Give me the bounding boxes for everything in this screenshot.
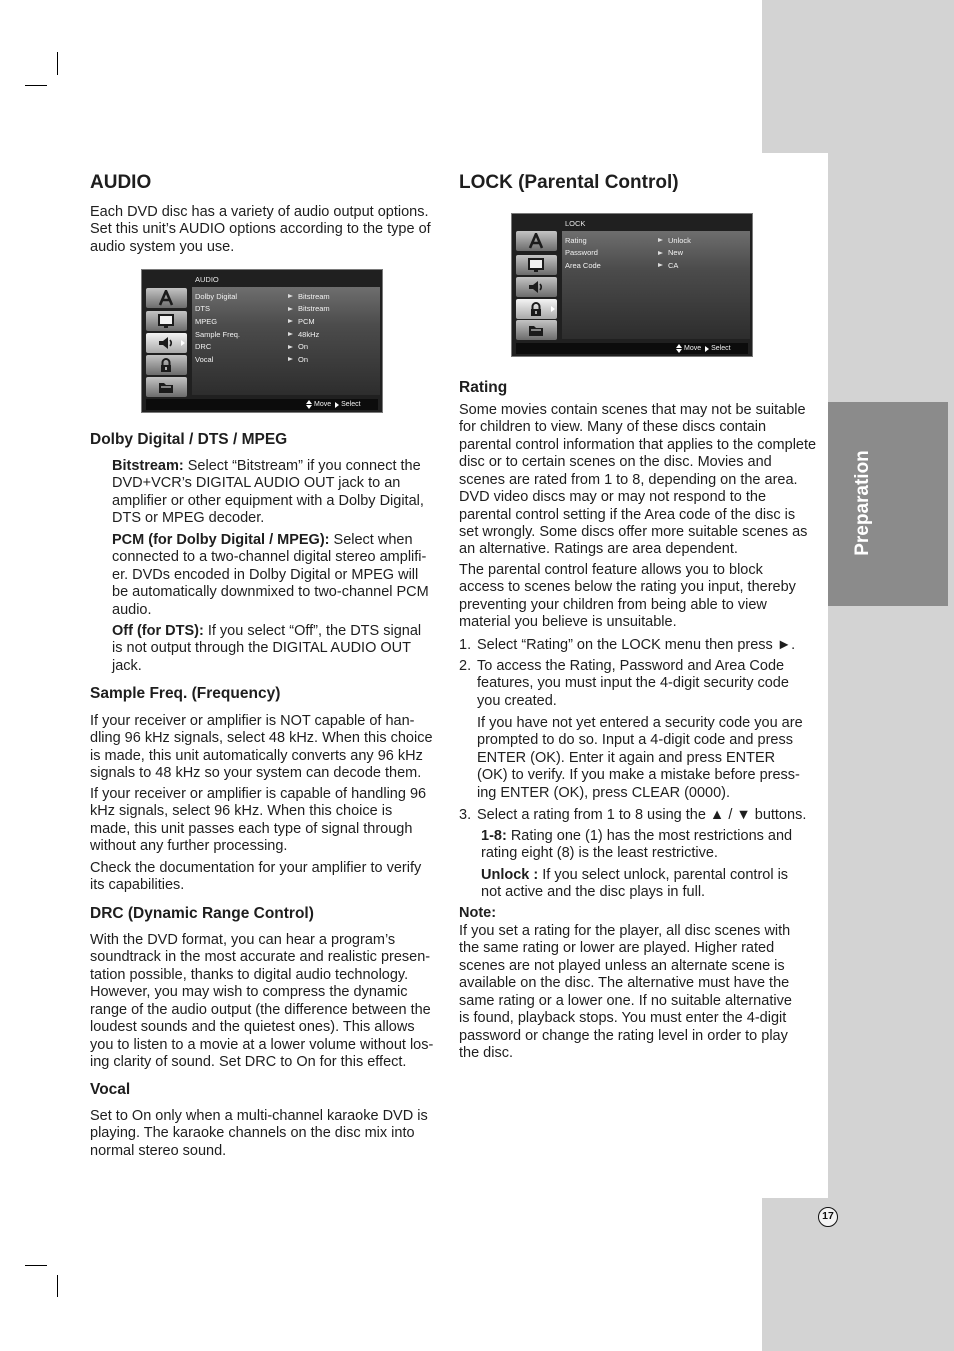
bold-term: Bitstream: [112, 458, 184, 474]
text-line: Some movies contain scenes that may not be suitable [459, 402, 806, 418]
arrow-icon [288, 332, 293, 336]
bold-term: Off (for DTS): [112, 623, 204, 639]
text-line: signals to 48 kHz so your system can decode them. [90, 765, 422, 782]
menu-row [142, 316, 382, 329]
crop-mark [25, 1265, 47, 1266]
text-line: is not output through the DIGITAL AUDIO OUT [112, 640, 411, 657]
term-description: Select “Bitstream” if you connect the [183, 458, 421, 474]
text-line: Each DVD disc has a variety of audio output options. [90, 204, 429, 220]
vocal-paragraph [90, 1108, 428, 1160]
note-paragraph [459, 923, 792, 1062]
menu-row-label: Dolby Digital [195, 291, 238, 301]
text-line: password or change the rating level in order to play [459, 1027, 788, 1044]
text-line: scenes are not played unless an alternate scene is [459, 957, 785, 974]
text-line: However, you may wish to compress the dynamic [90, 984, 408, 1001]
step-extra-text [477, 715, 803, 802]
crop-mark [25, 85, 47, 86]
rating-paragraph [459, 562, 796, 632]
term-description: If you select unlock, parental control is [538, 867, 789, 883]
drc-paragraph [90, 932, 433, 1071]
lock-heading: LOCK (Parental Control) [459, 172, 679, 193]
text-line: DTS or MPEG decoder. [112, 510, 265, 527]
text-line: its capabilities. [90, 877, 185, 894]
sample-freq-paragraph [90, 860, 421, 895]
arrow-icon [658, 263, 663, 267]
text-line: ing ENTER (OK), press CLEAR (0000). [477, 784, 731, 801]
rating-paragraph [459, 402, 816, 559]
text-line: Select “Rating” on the LOCK menu then press ►. [477, 637, 796, 653]
text-line: If you set a rating for the player, all disc scenes with [459, 923, 791, 939]
off-paragraph [112, 623, 421, 675]
menu-row [512, 235, 752, 248]
menu-row-label: Sample Freq. [195, 329, 241, 339]
menu-row-label: Vocal [195, 354, 214, 364]
pcm-paragraph [112, 532, 429, 619]
text-line: audio system you use. [90, 238, 235, 255]
sample-freq-heading: Sample Freq. (Frequency) [90, 684, 281, 702]
menu-row-label: Password [565, 248, 598, 258]
right-arrow-icon [335, 402, 339, 408]
audio-heading: AUDIO [90, 172, 152, 193]
menu-row-value: Bitstream [298, 291, 330, 301]
sample-freq-paragraph [90, 786, 426, 856]
menu-row [142, 341, 382, 354]
arrow-icon [658, 251, 663, 255]
move-hint: Move [684, 345, 702, 352]
arrow-icon [288, 319, 293, 323]
arrow-icon [288, 307, 293, 311]
menu-row-label: DTS [195, 304, 210, 314]
text-line: Check the documentation for your amplifier to verify [90, 860, 422, 876]
text-line: made, this unit passes each type of signal through [90, 820, 413, 837]
crop-mark [57, 1275, 58, 1297]
move-hint: Move [314, 401, 332, 408]
page-number: 17 [818, 1207, 838, 1227]
text-line: tation possible, thanks to digital audio technology. [90, 966, 409, 983]
text-line: jack. [112, 657, 142, 674]
menu-row-value: On [298, 342, 309, 352]
text-line: parental control information that applies to the complete [459, 436, 817, 453]
text-line: DVD video discs may or may not respond to the [459, 489, 767, 506]
text-line: soundtrack in the most accurate and realistic presen- [90, 949, 431, 966]
selected-arrow-icon [551, 306, 555, 312]
text-line: DVD+VCR’s DIGITAL AUDIO OUT jack to an [112, 475, 401, 492]
menu-row [142, 354, 382, 367]
menu-tile-others [146, 377, 187, 397]
text-line [112, 532, 429, 549]
arrow-icon [288, 345, 293, 349]
text-line: same rating or a lower one. If no suitable alternative [459, 992, 792, 1009]
term-description: If you select “Off”, the DTS signal [203, 623, 422, 639]
text-line: Select a rating from 1 to 8 using the ▲ / ▼ buttons. [477, 807, 807, 823]
menu-tile-others [516, 320, 557, 340]
rating-option [481, 867, 788, 902]
section-tab-label: Preparation [852, 450, 873, 556]
bold-term: PCM (for Dolby Digital / MPEG): [112, 532, 330, 548]
menu-footer-hints [676, 343, 731, 354]
text-line: the disc. [459, 1044, 513, 1061]
text-line: rating eight (8) is the least restrictive. [481, 845, 718, 862]
bitstream-paragraph [112, 458, 424, 528]
section-tab [828, 402, 948, 606]
others-icon [527, 322, 545, 338]
arrow-icon [288, 357, 293, 361]
text-line: If your receiver or amplifier is capable of handling 96 [90, 786, 427, 802]
select-hint: Select [341, 401, 361, 408]
text-line: Set this unit’s AUDIO options according to the type of [90, 221, 431, 238]
text-line: set wrongly. Some discs offer more suitable scenes as [459, 523, 808, 540]
dolby-dts-mpeg-heading: Dolby Digital / DTS / MPEG [90, 430, 288, 448]
text-line: (OK) to verify. If you make a mistake before press- [477, 767, 800, 784]
rating-heading: Rating [459, 378, 508, 396]
text-line: features, you must input the 4-digit security code [477, 675, 789, 692]
text-line: er. DVDs encoded in Dolby Digital or MPEG will [112, 566, 419, 583]
right-arrow-icon [705, 346, 709, 352]
step-number: 2. [459, 658, 472, 674]
text-line [112, 458, 424, 475]
text-line: parental control setting if the Area code of the disc is [459, 506, 796, 523]
text-line: audio. [112, 601, 152, 618]
audio-icon [527, 279, 545, 295]
audio-menu-screenshot [141, 269, 383, 413]
rating-option [481, 828, 792, 863]
text-line: prompted to do so. Input a 4-digit code and press [477, 732, 793, 749]
arrow-icon [658, 238, 663, 242]
text-line: access to scenes below the rating you input, thereby [459, 579, 796, 596]
margin-top-right [762, 0, 954, 153]
crop-mark [57, 52, 58, 75]
step-text [477, 658, 789, 710]
text-line: the same rating or lower are played. Higher rated [459, 940, 775, 957]
menu-footer [516, 343, 748, 354]
menu-title: AUDIO [195, 275, 219, 284]
bold-term: Unlock : [481, 867, 539, 883]
step-text [477, 807, 806, 824]
menu-row [512, 260, 752, 273]
text-line: an alternative. Ratings are area dependent. [459, 541, 738, 558]
text-line [481, 828, 792, 845]
menu-row-value: PCM [298, 316, 315, 326]
menu-row [512, 247, 752, 260]
text-line: for children to view. Many of these discs contain [459, 419, 767, 436]
step-text [477, 637, 795, 654]
audio-intro [90, 204, 431, 256]
text-line: ing clarity of sound. Set DRC to On for this effect. [90, 1053, 407, 1070]
text-line: loudest sounds and the quietest ones). This allows [90, 1019, 415, 1036]
text-line [112, 623, 421, 640]
menu-footer [146, 399, 378, 410]
text-line [481, 867, 788, 884]
sample-freq-paragraph [90, 713, 433, 783]
menu-row-value: Unlock [668, 235, 691, 245]
menu-tile-audio [516, 277, 557, 297]
text-line: you to listen to a movie at a lower volume without los- [90, 1036, 434, 1053]
text-line: The parental control feature allows you to block [459, 562, 763, 578]
text-line: kHz signals, select 96 kHz. When this choice is [90, 803, 393, 820]
note-label: Note: [459, 905, 497, 921]
text-line: ENTER (OK). Enter it again and press ENTER [477, 749, 776, 766]
lock-icon [527, 301, 545, 317]
vocal-heading: Vocal [90, 1080, 131, 1098]
lock-menu-screenshot [511, 213, 753, 357]
margin-bottom-right [762, 1198, 954, 1351]
text-line: range of the audio output (the difference between the [90, 1001, 431, 1018]
text-line: If your receiver or amplifier is NOT capable of han- [90, 713, 415, 729]
menu-row-value: CA [668, 260, 679, 270]
text-line: is made, this unit automatically converts any 96 kHz [90, 747, 423, 764]
text-line: dling 96 kHz signals, select 48 kHz. When this choice [90, 730, 433, 747]
menu-footer-hints [306, 399, 361, 410]
menu-row-value: 48kHz [298, 329, 320, 339]
bold-term: 1-8: [481, 828, 507, 844]
menu-row [142, 303, 382, 316]
text-line: With the DVD format, you can hear a program’s [90, 932, 396, 948]
updown-arrow-icon [306, 400, 312, 409]
text-line: be automatically downmixed to two-channel PCM [112, 584, 429, 601]
term-description: Rating one (1) has the most restrictions and [506, 828, 793, 844]
term-description: Select when [329, 532, 413, 548]
menu-row [142, 329, 382, 342]
text-line: If you have not yet entered a security code you are [477, 715, 803, 731]
text-line: not active and the disc plays in full. [481, 884, 706, 901]
step-number: 3. [459, 807, 472, 823]
menu-row-value: New [668, 248, 684, 258]
select-hint: Select [711, 345, 731, 352]
menu-row-value: Bitstream [298, 304, 330, 314]
menu-row-label: MPEG [195, 316, 218, 326]
text-line: playing. The karaoke channels on the disc mix into [90, 1125, 415, 1142]
text-line: you created. [477, 692, 557, 709]
menu-row-value: On [298, 354, 309, 364]
menu-row-label: Rating [565, 235, 587, 245]
text-line: available on the disc. The alternative must have the [459, 975, 790, 992]
arrow-icon [288, 294, 293, 298]
text-line: normal stereo sound. [90, 1142, 227, 1159]
text-line: material you believe is unsuitable. [459, 614, 677, 631]
menu-row-label: Area Code [565, 260, 601, 270]
margin-right [828, 153, 954, 1198]
text-line: scenes are rated from 1 to 8, depending on the area. [459, 471, 798, 488]
text-line: To access the Rating, Password and Area Code [477, 658, 785, 674]
text-line: without any further processing. [90, 838, 288, 855]
menu-title: LOCK [565, 219, 586, 228]
text-line: preventing your children from being able to view [459, 596, 767, 613]
step-number: 1. [459, 637, 472, 653]
others-icon [157, 379, 175, 395]
text-line: amplifier or other equipment with a Dolby Digital, [112, 492, 424, 509]
updown-arrow-icon [676, 344, 682, 353]
text-line: is found, playback stops. You must enter the 4-digit [459, 1010, 787, 1027]
drc-heading: DRC (Dynamic Range Control) [90, 904, 314, 922]
menu-row [142, 291, 382, 304]
menu-row-label: DRC [195, 342, 212, 352]
menu-tile-lock [516, 299, 557, 319]
text-line: disc or to certain scenes on the disc. Movies and [459, 454, 772, 471]
text-line: connected to a two-channel digital stereo amplifi- [112, 549, 427, 566]
text-line: Set to On only when a multi-channel karaoke DVD is [90, 1108, 428, 1124]
